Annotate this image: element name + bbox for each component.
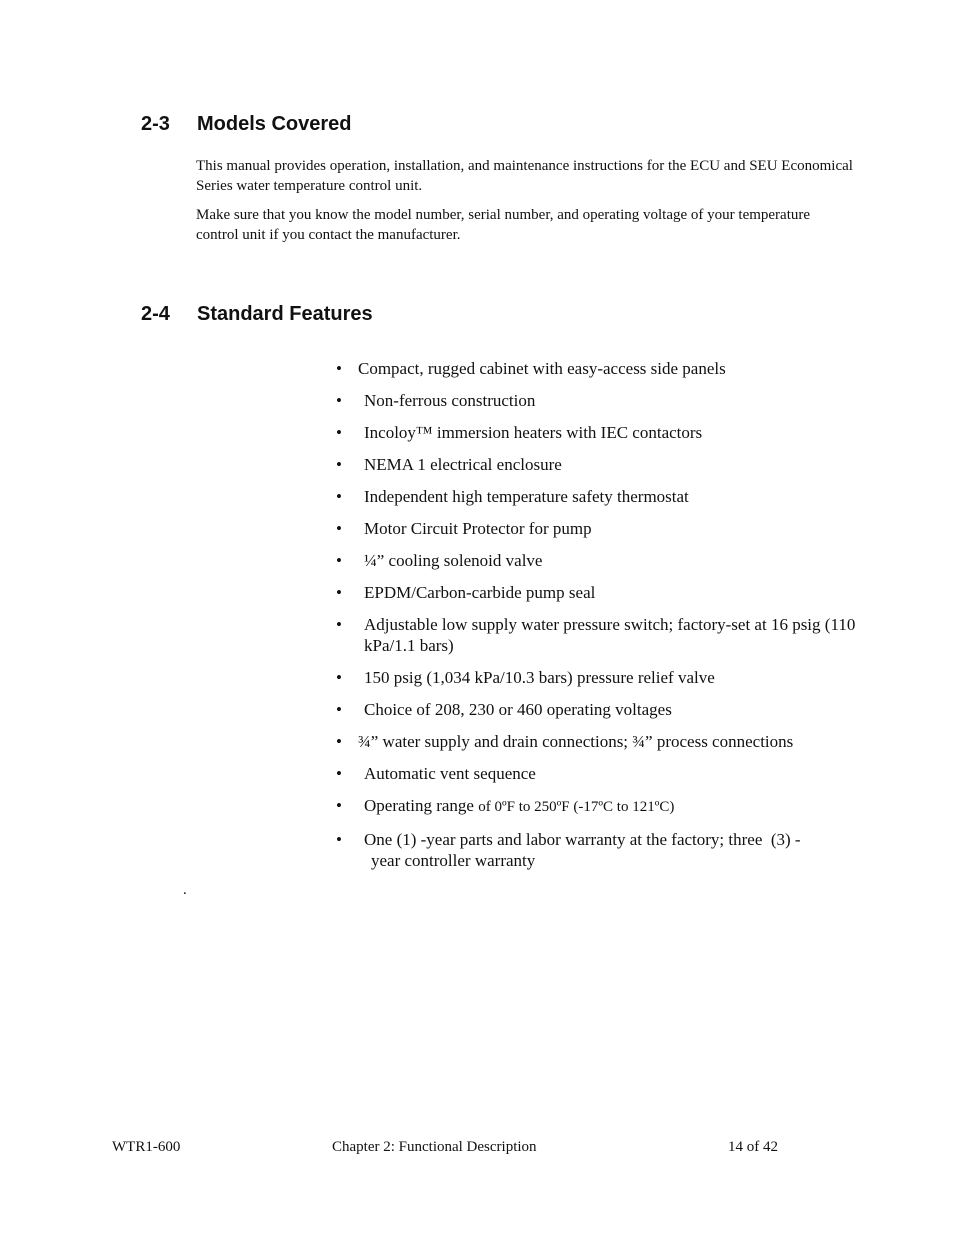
stray-period: .: [183, 882, 187, 898]
bullet-icon: •: [336, 764, 342, 783]
list-item: [336, 358, 876, 379]
operating-range-label: Operating range: [364, 796, 479, 815]
list-item: [336, 614, 876, 656]
list-item-text: NEMA 1 electrical enclosure: [364, 455, 562, 474]
footer-document-id: WTR1-600: [112, 1139, 181, 1155]
list-item-text: ¼” cooling solenoid valve: [364, 551, 543, 570]
bullet-icon: •: [336, 551, 342, 570]
list-item-text: Automatic vent sequence: [364, 764, 536, 783]
section-heading-standard-features: [141, 303, 541, 329]
list-item-text: Choice of 208, 230 or 460 operating voltages: [364, 700, 672, 719]
bullet-icon: •: [336, 455, 342, 474]
standard-features-list: [336, 358, 876, 882]
section-number: 2-4: [141, 303, 170, 325]
bullet-icon: •: [336, 583, 342, 602]
list-item: [336, 486, 876, 507]
list-item: [336, 795, 876, 818]
list-item: [336, 422, 876, 443]
bullet-icon: •: [336, 391, 342, 410]
bullet-icon: •: [336, 830, 342, 849]
footer-chapter: Chapter 2: Functional Description: [332, 1139, 537, 1155]
list-item: [336, 518, 876, 539]
section-heading-models-covered: [141, 113, 541, 139]
bullet-icon: •: [336, 519, 342, 538]
list-item: [336, 763, 876, 784]
footer-page-number: 14 of 42: [728, 1139, 778, 1155]
list-item: [336, 699, 876, 720]
list-item: [336, 582, 876, 603]
list-item: [336, 829, 876, 871]
bullet-icon: •: [336, 796, 342, 815]
bullet-icon: •: [336, 668, 342, 687]
bullet-icon: •: [336, 359, 342, 378]
models-paragraph-2: Make sure that you know the model number, serial number, and operating voltage of your temperature control unit if you contact the manufacturer.: [196, 207, 811, 243]
list-item-text: ¾” water supply and drain connections; ¾” process connections: [358, 732, 794, 751]
section-title: Standard Features: [197, 303, 373, 325]
models-paragraph-1: This manual provides operation, installation, and maintenance instructions for the ECU and SEU Economical Series water temperature control unit.: [196, 158, 853, 194]
list-item-text: Compact, rugged cabinet with easy-access side panels: [358, 359, 726, 378]
list-item-text: 150 psig (1,034 kPa/10.3 bars) pressure relief valve: [364, 668, 715, 687]
bullet-icon: •: [336, 487, 342, 506]
section-title: Models Covered: [197, 113, 352, 135]
operating-range-value: of 0ºF to 250ºF (-17ºC to 121ºC): [478, 799, 675, 815]
warranty-line-1: One (1) -year parts and labor warranty at the factory; three (3) -: [364, 830, 801, 849]
bullet-icon: •: [336, 732, 342, 751]
list-item: [336, 454, 876, 475]
bullet-icon: •: [336, 700, 342, 719]
list-item-text: Adjustable low supply water pressure switch; factory-set at 16 psig (110 kPa/1.1 bars): [364, 615, 856, 655]
section-number: 2-3: [141, 113, 170, 135]
list-item-text: EPDM/Carbon-carbide pump seal: [364, 583, 596, 602]
list-item-text: Non-ferrous construction: [364, 391, 536, 410]
bullet-icon: •: [336, 423, 342, 442]
list-item: [336, 731, 876, 752]
warranty-line-2: year controller warranty: [371, 851, 536, 870]
list-item: [336, 667, 876, 688]
list-item-text: Independent high temperature safety thermostat: [364, 487, 689, 506]
list-item: [336, 390, 876, 411]
list-item-text: Motor Circuit Protector for pump: [364, 519, 592, 538]
bullet-icon: •: [336, 615, 342, 634]
list-item-text: Incoloy™ immersion heaters with IEC contactors: [364, 423, 703, 442]
list-item: [336, 550, 876, 571]
